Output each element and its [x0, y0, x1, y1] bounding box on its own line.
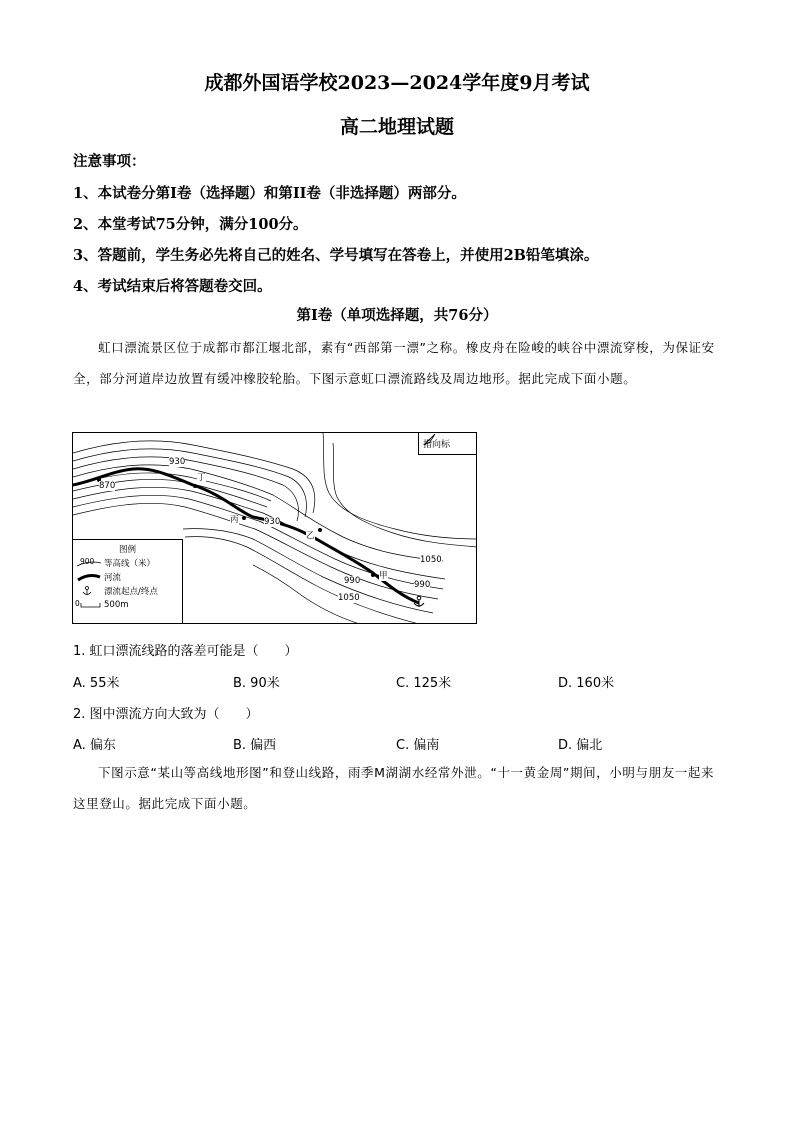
north-arrow-icon: [422, 433, 436, 447]
note-item-3: 3、答题前，学生务必先将自己的姓名、学号填写在答卷上，并使用2B铅笔填涂。: [73, 247, 599, 264]
q1-option-d[interactable]: D. 160米: [558, 676, 615, 691]
place-label-ding: 丁: [197, 473, 206, 483]
passage-2: 下图示意“某山等高线地形图”和登山线路，雨季M湖湖水经常外泄。“十一黄金周”期间，小明与朋友一起来这里登山。据此完成下面小题。: [73, 765, 715, 811]
place-label-jia: 甲: [379, 571, 388, 581]
rafting-route-map: [72, 432, 477, 624]
contour-label-990-a: 990: [344, 576, 361, 586]
compass-label: 指向标: [423, 440, 451, 450]
place-label-bing: 丙: [230, 515, 239, 525]
legend-row-point: [77, 585, 158, 597]
compass-box: [418, 433, 476, 455]
contour-label-930-a: 930: [169, 457, 186, 467]
contour-label-930-b: 930: [264, 517, 281, 527]
anchor-symbol-icon: [77, 586, 101, 596]
contour-label-990-b: 990: [414, 580, 431, 590]
legend-contour-value: 900: [80, 557, 95, 566]
contour-label-1050-b: 1050: [338, 593, 360, 603]
legend-row-contour: [77, 557, 155, 569]
map-legend: [73, 539, 183, 623]
question-2-stem: 2. 图中漂流方向大致为（ ）: [73, 707, 259, 722]
q2-option-d[interactable]: D. 偏北: [558, 738, 603, 753]
scale-bar-icon: [77, 600, 101, 610]
point-ding: [193, 484, 197, 488]
q2-option-a[interactable]: A. 偏东: [73, 738, 116, 753]
legend-point-text: 漂流起点/终点: [104, 587, 158, 597]
contour-label-870: 870: [99, 481, 116, 491]
legend-row-river: [77, 571, 121, 583]
notes-heading: 注意事项：: [73, 153, 146, 170]
exam-title: 成都外国语学校2023—2024学年度9月考试: [204, 72, 590, 94]
point-jia: [371, 573, 375, 577]
contour-label-1050-a: 1050: [420, 555, 442, 565]
note-item-1: 1、本试卷分第Ⅰ卷（选择题）和第II卷（非选择题）两部分。: [73, 185, 466, 202]
legend-river-text: 河流: [104, 573, 122, 583]
river-symbol-icon: [77, 572, 101, 582]
exam-subtitle: 高二地理试题: [339, 116, 454, 138]
place-label-yi: 乙: [306, 531, 315, 541]
q2-option-b[interactable]: B. 偏西: [233, 738, 277, 753]
point-yi: [318, 528, 322, 532]
contour-symbol-icon: [77, 558, 101, 568]
q1-option-b[interactable]: B. 90米: [233, 676, 280, 691]
legend-scale-text: 500m: [104, 600, 129, 610]
q1-option-c[interactable]: C. 125米: [396, 676, 452, 691]
q2-option-c[interactable]: C. 偏南: [396, 738, 440, 753]
legend-scale-zero: 0: [75, 599, 80, 608]
note-item-4: 4、考试结束后将答题卷交回。: [73, 278, 272, 295]
passage-1: 虹口漂流景区位于成都市都江堰北部，素有“西部第一漂”之称。橡皮舟在险峻的峡谷中漂流穿梭，为保证安全，部分河道岸边放置有缓冲橡胶轮胎。下图示意虹口漂流路线及周边地形。据此完成下面小题。: [73, 340, 715, 386]
legend-row-scale: [77, 600, 129, 610]
question-1-stem: 1. 虹口漂流线路的落差可能是（ ）: [73, 644, 298, 659]
q1-option-a[interactable]: A. 55米: [73, 676, 120, 691]
note-item-2: 2、本堂考试75分钟，满分100分。: [73, 216, 308, 233]
legend-title: 图例: [118, 545, 136, 555]
point-bing: [242, 516, 246, 520]
section-heading: 第Ⅰ卷（单项选择题，共76分）: [296, 307, 498, 324]
legend-contour-text: 等高线（米）: [104, 559, 156, 569]
